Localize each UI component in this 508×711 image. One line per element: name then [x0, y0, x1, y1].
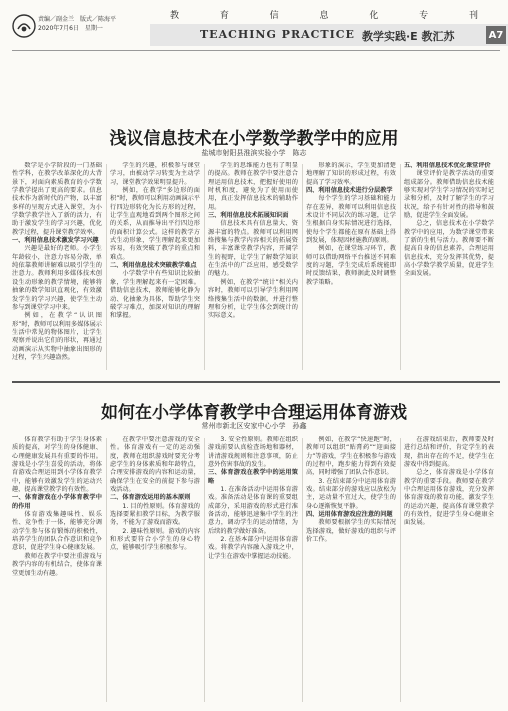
paragraph: 例如，在教学“统计”相关内容时，教师可以引导学生利用网络搜集生活中的数据，并进行整理和分析，让学生体会到统计的实际意义。	[208, 278, 298, 320]
paragraph: 例如，在教学“认识图形”时，教师可以利用多媒体展示生活中常见的物体图片，让学生观察并说出它们的形状，再通过动画演示从实物中抽象出图形的过程，学生兴趣盎然。	[12, 312, 102, 361]
paragraph: 1. 在准备活动中运用体育游戏。准备活动是体育课的重要组成部分，采用游戏的形式进行准备活动，能够迅速集中学生的注意力，调动学生的运动情绪，为后续的教学做好准备。	[208, 486, 298, 535]
text-column	[404, 162, 494, 372]
text-column	[306, 436, 396, 704]
article-title: 浅议信息技术在小学数学教学中的应用	[109, 129, 399, 149]
section-heading: 二、利用信息技术突破教学难点	[110, 262, 197, 270]
paper-title-char: 信	[269, 11, 281, 21]
paper-title-char: 化	[369, 11, 381, 21]
text-column	[12, 162, 102, 372]
text-column	[110, 162, 200, 372]
paragraph: 数学是小学阶段的一门基础性学科，在教学改革深化的大背景下，对面向素质教育的小学数学教学提出了更高的要求。信息技术作为新时代的产物，以丰富多样的呈现方式进入课堂，为小学数学教学注入了新的活力，有助于激发学生的学习兴趣，优化教学过程，提升课堂教学效率。	[12, 162, 102, 236]
paragraph: 在游戏结束后，教师要及时进行总结和评价，肯定学生的表现，指出存在的不足，使学生在游戏中得到提高。	[404, 436, 494, 469]
paper-title-char: 刊	[468, 11, 480, 21]
paragraph: 学生的思维能力也有了明显的提高。教师在教学中要注意合理运用信息技术，把握好使用的时机和度，避免为了使用而使用，真正发挥信息技术的辅助作用。	[208, 162, 298, 211]
paragraph: 例如，在教学“快速跑”时，教师可以组织“贴膏药”“迎面接力”等游戏，学生在积极参与游戏的过程中，跑步能力得到有效提高，同时增强了团队合作意识。	[306, 436, 396, 477]
paper-title-char: 育	[219, 11, 231, 21]
text-column	[404, 436, 494, 704]
paragraph: 在教学中要注意游戏的安全性。体育游戏有一定的运动强度，教师在组织游戏时要充分考虑学生的身体素质和年龄特点，合理安排游戏的内容和运动量，确保学生在安全的前提下参与游戏活动。	[110, 436, 200, 494]
paper-title-char: 息	[319, 11, 331, 21]
article-separator	[12, 381, 500, 383]
column-divider	[302, 438, 303, 702]
newspaper-logo-icon	[12, 14, 36, 38]
column-divider	[302, 164, 303, 370]
paper-title-char: 专	[419, 11, 431, 21]
paragraph: 课堂评价是教学活动的重要组成部分。教师借助信息技术能够实现对学生学习情况的实时记录和分析，及时了解学生的学习状况，给予有针对性的指导和鼓励，促进学生全面发展。	[404, 170, 494, 220]
page-number: A7	[486, 26, 506, 44]
section-heading: 四、运用体育游戏应注意的问题	[306, 511, 393, 519]
paragraph: 体育游戏集趣味性、娱乐性、竞争性于一体，能够充分调动学生参与体育锻炼的积极性，培养学生的团队合作意识和竞争意识，促进学生身心健康发展。	[12, 511, 102, 552]
paragraph: 信息技术具有信息量大、资源丰富的特点。教师可以利用网络搜集与教学内容相关的拓展资料，丰富课堂教学内容，开阔学生的视野，让学生了解数学知识在生活中的广泛应用，感受数学的魅力。	[208, 220, 298, 278]
paragraph: 2. 趣味性原则。游戏的内容和形式要符合小学生的身心特点，能够吸引学生积极参与。	[110, 527, 200, 552]
date-line: 2020年7月6日 星期一	[38, 25, 103, 32]
paragraph: 2. 在基本部分中运用体育游戏。将教学内容融入游戏之中，让学生在游戏中掌握运动技能。	[208, 536, 298, 560]
section-heading: 一、利用信息技术激发学习兴趣	[12, 237, 99, 245]
paragraph: 兴趣是最好的老师。小学生年龄较小，注意力容易分散，单纯依靠教师讲解难以吸引学生的注意力。教师利用多媒体技术创设生动形象的教学情境，能够将抽象的数学知识直观化，有效激发学生的学习兴趣，使学生主动参与到课堂学习中来。	[12, 245, 102, 311]
paragraph: 总之，体育游戏是小学体育教学的重要手段。教师要在教学中合理运用体育游戏，充分发挥体育游戏的教育功能，激发学生的运动兴趣，提高体育课堂教学的有效性，促进学生身心健康全面发展。	[404, 469, 494, 527]
section-heading: 一、体育游戏在小学体育教学中的作用	[12, 494, 102, 510]
header-rule	[12, 50, 500, 51]
paragraph: 每个学生的学习基础和能力存在差异，教师可以利用信息技术设计不同层次的练习题，让学生根据自身实际情况进行选择，使每个学生都能在原有基础上得到发展，体现因材施教的原则。	[306, 195, 396, 245]
paragraph: 教师要根据学生的实际情况选择游戏，做好游戏的组织与评价工作。	[306, 519, 396, 544]
column-divider	[204, 164, 205, 370]
section-heading: 二、体育游戏运用的基本原则	[110, 494, 191, 502]
article-byline: 常州市新北区安家中心小学 孙鑫	[201, 422, 307, 430]
text-column	[208, 162, 298, 372]
section-heading: 三、体育游戏在教学中的运用策略	[208, 469, 298, 485]
paragraph: 小学数学中有些知识比较抽象，学生理解起来有一定困难。借助信息技术，教师能够化静为动、化抽象为具体，帮助学生突破学习难点，加深对知识的理解和掌握。	[110, 270, 200, 320]
article-body	[12, 162, 500, 372]
paragraph: 1. 目的性原则。体育游戏的选择要紧扣教学目标，为教学服务，不能为了游戏而游戏。	[110, 502, 200, 527]
paper-title-char: 教	[170, 11, 182, 21]
paragraph: 形象的演示，学生更加清楚地理解了知识的形成过程，有效提高了学习效率。	[306, 162, 396, 186]
article-body	[12, 436, 500, 704]
section-heading: 五、利用信息技术优化课堂评价	[404, 162, 491, 169]
column-divider	[400, 164, 401, 370]
paragraph: 例如，在教学“多边形的面积”时，教师可以利用动画演示平行四边形转化为长方形的过程，让学生直观地看到两个图形之间的关系，从而推导出平行四边形的面积计算公式。这样的教学方式生动形象，学生理解起来更加容易，有效突破了教学的重点和难点。	[110, 187, 200, 261]
column-divider	[106, 164, 107, 370]
text-column	[12, 436, 102, 704]
article-byline: 盐城市射阳县淮滨实验小学 陈志	[201, 149, 307, 157]
paragraph: 学生的兴趣，积极参与课堂学习，由被动学习转变为主动学习，课堂教学效果明显提升。	[110, 162, 200, 186]
section-name-en: TEACHING PRACTICE	[200, 28, 355, 41]
paragraph: 总之，信息技术在小学数学教学中的应用，为数学课堂带来了新的生机与活力。教师要不断提高自身的信息素养，合理运用信息技术，充分发挥其优势，提高小学数学教学质量，促进学生全面发展。	[404, 220, 494, 278]
editor-line: 责编／副金兰 版式／陈海平	[38, 16, 117, 23]
section-heading: 四、利用信息技术进行分层教学	[306, 187, 393, 195]
paragraph: 3. 安全性原则。教师在组织游戏前要认真检查场地和器材，讲清游戏规则和注意事项，防止意外伤害事故的发生。	[208, 436, 298, 469]
paragraph: 教师在教学中要注重游戏与教学内容的有机结合，使体育课堂更加生动有趣。	[12, 552, 102, 577]
section-heading: 三、利用信息技术拓展知识面	[208, 212, 289, 220]
text-column	[306, 162, 396, 372]
paper-title	[150, 8, 500, 22]
page-header	[0, 0, 508, 68]
column-divider	[106, 438, 107, 702]
column-divider	[204, 438, 205, 702]
column-divider	[400, 438, 401, 702]
paragraph: 3. 在结束部分中运用体育游戏。结束部分的游戏应以放松为主，运动量不宜过大，使学生的身心逐渐恢复平静。	[306, 477, 396, 510]
article-title: 如何在小学体育教学中合理运用体育游戏	[101, 403, 407, 423]
section-column-name: 教学实践·E 教汇苏	[362, 30, 455, 43]
paragraph: 体育教学有助于学生身体素质的提高，对学生的身体健康、心理健康发展具有重要的作用。游戏是小学生喜爱的活动，将体育游戏合理运用到小学体育教学中，能够有效激发学生的运动兴趣，提高课堂教学的有效性。	[12, 436, 102, 494]
paragraph: 例如，在课堂练习环节，教师可以借助网络平台推送不同难度的习题，学生完成后系统能即时反馈结果，教师据此及时调整教学策略。	[306, 245, 396, 286]
text-column	[208, 436, 298, 704]
text-column	[110, 436, 200, 704]
